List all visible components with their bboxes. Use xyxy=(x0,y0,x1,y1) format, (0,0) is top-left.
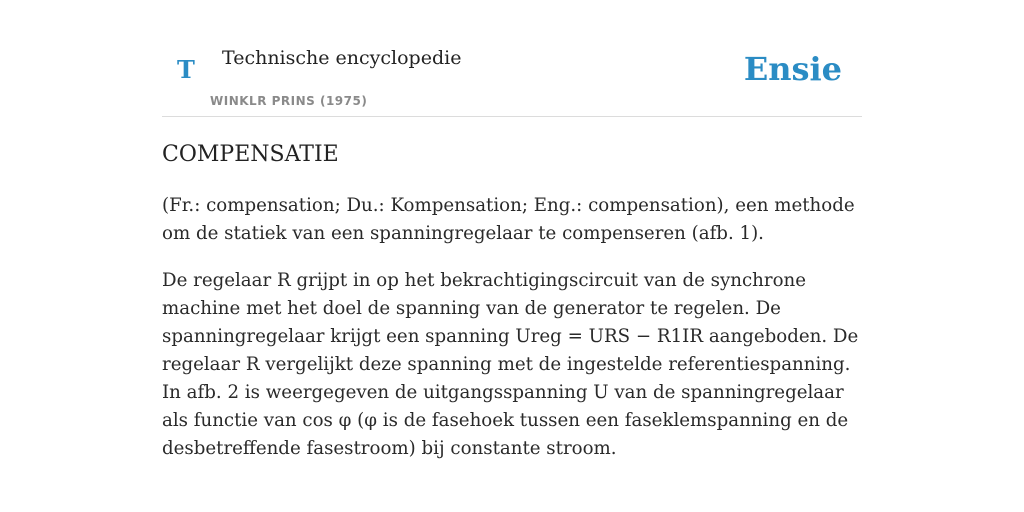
source-subtitle: WINKLR PRINS (1975) xyxy=(210,94,368,108)
source-logo[interactable]: T xyxy=(177,55,195,84)
source-title-link[interactable]: Technische encyclopedie xyxy=(222,47,462,69)
article-paragraph: De regelaar R grijpt in op het bekrachtigingscircuit van de synchrone machine met het doel de spanning van de generator te regelen. De spanningregelaar krijgt een spanning Ureg = URS − R1IR aangeboden. De regelaar R vergelijkt deze spanning met de ingestelde referentiespanning. In afb. 2 is weergegeven de uitgangsspanning U van de spanningregelaar als functie van cos φ (φ is de fasehoek tussen een faseklemspanning en de desbetreffende fasestroom) bij constante stroom. xyxy=(162,270,859,459)
article-title: COMPENSATIE xyxy=(162,142,339,167)
article-paragraph: (Fr.: compensation; Du.: Kompensation; Eng.: compensation), een methode om de statiek van een spanningregelaar te compenseren (afb. 1). xyxy=(162,195,855,244)
content-column xyxy=(162,0,862,459)
source-header xyxy=(162,0,862,117)
brand-logo[interactable]: Ensie xyxy=(743,50,842,88)
